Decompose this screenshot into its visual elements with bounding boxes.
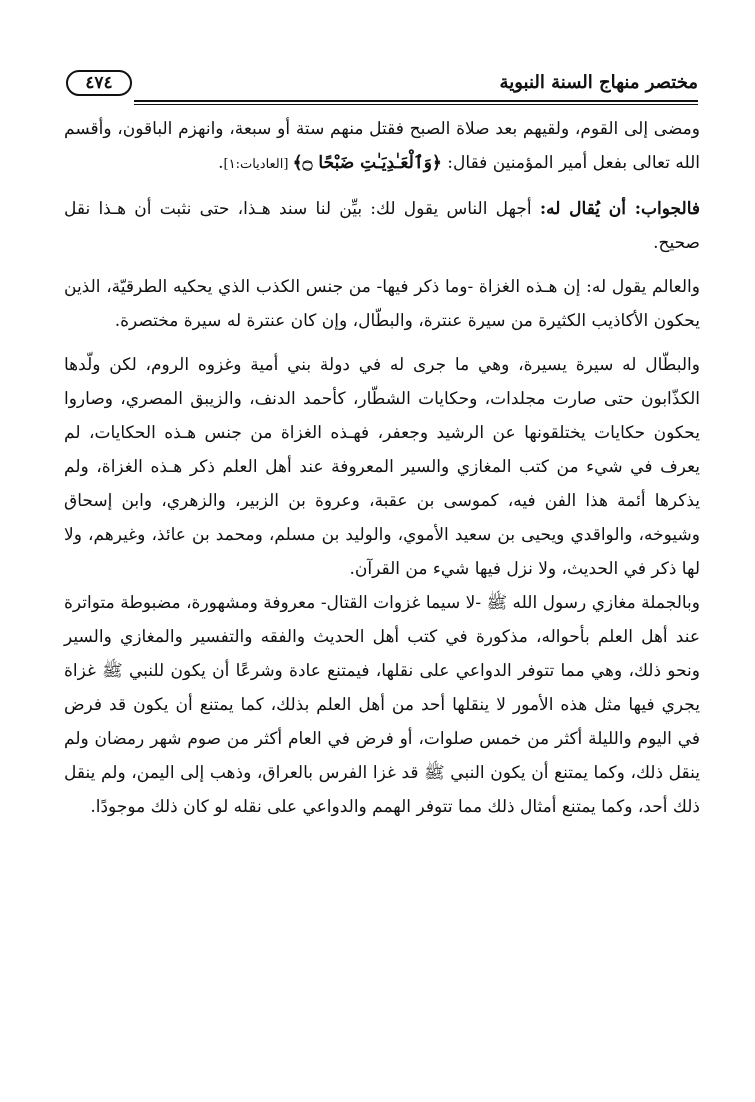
- paragraph-4-text: والبطّال له سيرة يسيرة، وهي ما جرى له في دولة بني أمية وغزوه الروم، لكن ولّدها الكذّابون حتى صارت مجلدات، وحكايات الشطّار، كأحمد الدنف، والزيبق المصري، وصاروا يحكون حكايات يختلقونها عن الرشيد وجعفر، فهـذه الغزاة من جنس هـذه الحكايات، لم يعرف في شيء من كتب المغازي والسير المعروفة عند أهل العلم ذكر هـذه الغزاة، ولم يذكرها أئمة هذا الفن فيه، كموسى بن عقبة، وعروة بن الزبير، والزهري، وابن إسحاق وشيوخه، والواقدي ويحيى بن سعيد الأموي، والوليد بن مسلم، ومحمد بن عائذ، وغيرهم، ولا لها ذكر في الحديث، ولا نزل فيها شيء من القرآن.: [64, 355, 700, 579]
- paragraph-2: [64, 192, 700, 260]
- paragraph-5: [64, 586, 700, 824]
- header-rule-thin: [134, 104, 698, 105]
- verse-reference: [العاديات:١]: [223, 157, 293, 172]
- header-rule: [134, 100, 698, 102]
- page-header: [66, 66, 698, 106]
- page-number-badge: [66, 70, 132, 96]
- page-number: ٤٧٤: [85, 73, 113, 93]
- paragraph-1-text: ومضى إلى القوم، ولقيهم بعد صلاة الصبح فقتل منهم ستة أو سبعة، وانهزم الباقون، وأقسم الله تعالى بفعل أمير المؤمنين فقال:: [64, 119, 700, 173]
- paragraph-3: [64, 270, 700, 338]
- paragraph-4: [64, 348, 700, 586]
- paragraph-5-text: وبالجملة مغازي رسول الله ﷺ -لا سيما غزوات القتال- معروفة ومشهورة، مضبوطة متواترة عند أهل العلم بأحواله، مذكورة في كتب أهل الحديث والفقه والتفسير والمغازي والسير ونحو ذلك، وهي مما تتوفر الدواعي على نقلها، فيمتنع عادة وشرعًا أن يكون للنبي ﷺ غزاة يجري فيها مثل هذه الأمور لا ينقلها أحد من أهل العلم بذلك، كما يمتنع أن يكون قد فرض في اليوم والليلة أكثر من خمس صلوات، أو فرض في العام أكثر من صوم شهر رمضان ولم ينقل ذلك، وكما يمتنع أن يكون النبي ﷺ قد غزا الفرس بالعراق، وذهب إلى اليمن، ولم ينقل ذلك أحد، وكما يمتنع أمثال ذلك مما تتوفر الهمم والدواعي على نقله لو كان ذلك موجودًا.: [64, 593, 700, 817]
- quran-verse: ﴿وَٱلْعَـٰدِيَـٰتِ ضَبْحًا ۝﴾: [292, 153, 442, 173]
- answer-lead: فالجواب: أن يُقال له:: [539, 199, 700, 219]
- paragraph-2-text: أجهل الناس يقول لك: بيِّن لنا سند هـذا، حتى نثبت أن هـذا نقل صحيح.: [64, 199, 700, 253]
- paragraph-3-text: والعالم يقول له: إن هـذه الغزاة -وما ذكر فيها- من جنس الكذب الذي يحكيه الطرقيّة، الذين يحكون الأكاذيب الكثيرة من سيرة عنترة، والبطّال، وإن كان عنترة له سيرة مختصرة.: [64, 277, 700, 331]
- paragraph-1: [64, 112, 700, 182]
- page-body: [64, 112, 700, 824]
- paragraph-1-tail: .: [218, 153, 224, 173]
- running-title: مختصر منهاج السنة النبوية: [499, 72, 698, 93]
